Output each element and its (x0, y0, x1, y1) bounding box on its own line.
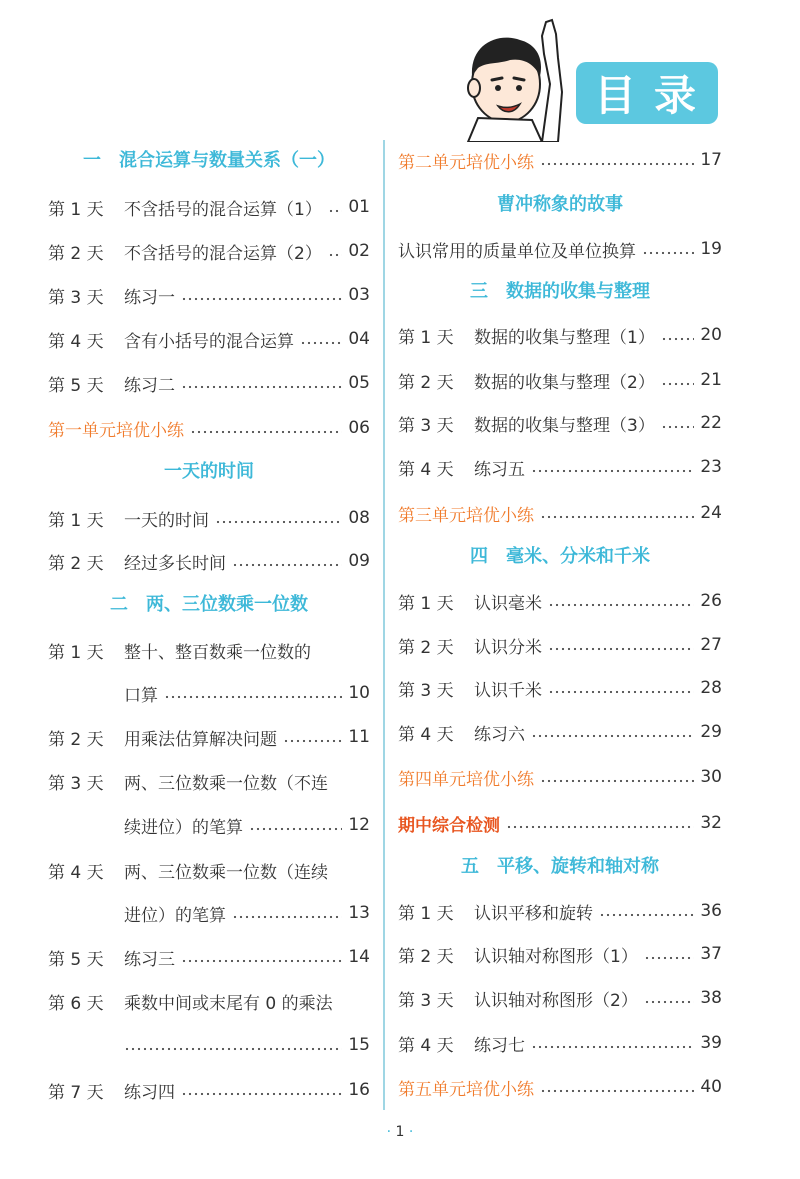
day-label: 第 2 天 (398, 372, 454, 393)
entry-title: 认识千米 (474, 680, 542, 701)
dot-leader (328, 236, 342, 266)
day-label: 第 3 天 (398, 990, 454, 1011)
day-label: 第 4 天 (398, 724, 454, 745)
toc-entry[interactable] (398, 939, 722, 969)
entry-title: 不含括号的混合运算（1） (124, 199, 322, 220)
entry-title: 练习一 (124, 287, 175, 308)
dot-leader (531, 717, 694, 747)
toc-entry[interactable] (48, 1075, 370, 1105)
toc-entry[interactable] (48, 503, 370, 533)
dot-leader (661, 320, 694, 350)
dot-leader (249, 810, 342, 840)
toc-entry[interactable] (398, 234, 722, 264)
footer-page-number: 1 (395, 1124, 405, 1140)
dot-leader (124, 1030, 342, 1060)
page-number: 11 (348, 727, 370, 747)
dot-leader (548, 673, 694, 703)
toc-entry[interactable] (398, 983, 722, 1013)
day-label: 第 1 天 (398, 903, 454, 924)
day-label: 第 2 天 (398, 946, 454, 967)
page-number: 38 (700, 988, 722, 1008)
dot-leader (548, 630, 694, 660)
day-label: 第 6 天 (48, 993, 104, 1014)
dot-leader (644, 939, 694, 969)
unit-review-entry[interactable] (48, 413, 370, 443)
page-number: 10 (348, 683, 370, 703)
page-number: 12 (348, 815, 370, 835)
day-label: 第 1 天 (48, 510, 104, 531)
toc-entry[interactable] (48, 635, 370, 665)
day-label: 第 5 天 (48, 375, 104, 396)
day-label: 第 3 天 (398, 680, 454, 701)
unit-review-entry[interactable] (398, 498, 722, 528)
dot-leader (661, 365, 694, 395)
entry-title: 认识常用的质量单位及单位换算 (398, 241, 636, 262)
page-number: 20 (700, 325, 722, 345)
column-divider (383, 140, 385, 1110)
toc-entry[interactable] (398, 673, 722, 703)
page-number: 05 (348, 373, 370, 393)
day-label: 第 4 天 (48, 862, 104, 883)
page-number: 39 (700, 1033, 722, 1053)
toc-entry[interactable] (398, 320, 722, 350)
page-number: 06 (348, 418, 370, 438)
section-title: 一天的时间 (164, 461, 254, 482)
unit-review-entry[interactable] (398, 145, 722, 175)
day-label: 第 4 天 (398, 459, 454, 480)
day-label: 第 3 天 (48, 287, 104, 308)
section-heading-3 (398, 276, 722, 308)
page-number: 29 (700, 722, 722, 742)
entry-title: 经过多长时间 (124, 553, 226, 574)
toc-entry[interactable] (48, 324, 370, 354)
footer-dot-right: · (408, 1124, 414, 1140)
day-label: 第 2 天 (48, 729, 104, 750)
page-number: 36 (700, 901, 722, 921)
dot-leader (661, 408, 694, 438)
dot-leader (642, 234, 694, 264)
boy-pointing-illustration (458, 14, 580, 142)
toc-entry[interactable] (398, 630, 722, 660)
dot-leader (531, 452, 694, 482)
dot-leader (300, 324, 342, 354)
dot-leader (283, 722, 342, 752)
toc-entry-continuation[interactable] (48, 810, 370, 840)
day-label: 第 7 天 (48, 1082, 104, 1103)
section-heading-story (398, 189, 722, 221)
toc-entry[interactable] (48, 986, 370, 1016)
page-number: 24 (700, 503, 722, 523)
dot-leader (531, 1028, 694, 1058)
toc-entry[interactable] (398, 896, 722, 926)
dot-leader (232, 546, 342, 576)
page-number: 40 (700, 1077, 722, 1097)
entry-title: 整十、整百数乘一位数的 (124, 642, 311, 663)
entry-title: 第五单元培优小练 (398, 1079, 534, 1100)
toc-entry[interactable] (48, 236, 370, 266)
toc-entry-continuation[interactable] (48, 1030, 370, 1060)
entry-title-cont: 进位）的笔算 (124, 905, 226, 926)
entry-title: 认识毫米 (474, 593, 542, 614)
toc-entry[interactable] (48, 192, 370, 222)
dot-leader (328, 192, 342, 222)
toc-entry[interactable] (398, 408, 722, 438)
day-label: 第 2 天 (48, 553, 104, 574)
dot-leader (548, 586, 694, 616)
entry-title: 练习二 (124, 375, 175, 396)
section-heading-2 (48, 589, 370, 621)
toc-title-badge (576, 62, 718, 124)
page-number: 32 (700, 813, 722, 833)
dot-leader (215, 503, 342, 533)
page-number: 17 (700, 150, 722, 170)
day-label: 第 3 天 (398, 415, 454, 436)
section-number: 五 (461, 856, 479, 877)
day-label: 第 2 天 (398, 637, 454, 658)
dot-leader (181, 942, 342, 972)
section-title: 混合运算与数量关系（一） (119, 150, 335, 171)
entry-title: 练习六 (474, 724, 525, 745)
page-number: 04 (348, 329, 370, 349)
page-footer (360, 1124, 440, 1140)
toc-entry[interactable] (48, 855, 370, 885)
page-number: 03 (348, 285, 370, 305)
page-number: 16 (348, 1080, 370, 1100)
section-heading-time (48, 456, 370, 488)
entry-title-cont: 口算 (124, 685, 158, 706)
entry-title: 认识轴对称图形（1） (474, 946, 638, 967)
entry-title: 一天的时间 (124, 510, 209, 531)
entry-title: 第三单元培优小练 (398, 505, 534, 526)
unit-review-entry[interactable] (398, 1072, 722, 1102)
day-label: 第 1 天 (398, 327, 454, 348)
dot-leader (540, 145, 694, 175)
section-heading-1 (48, 145, 370, 177)
toc-entry-continuation[interactable] (48, 678, 370, 708)
midterm-test-entry[interactable] (398, 808, 722, 838)
entry-title: 两、三位数乘一位数（连续 (124, 862, 328, 883)
entry-title: 数据的收集与整理（1） (474, 327, 655, 348)
dot-leader (232, 898, 342, 928)
entry-title: 不含括号的混合运算（2） (124, 243, 322, 264)
toc-entry[interactable] (398, 586, 722, 616)
day-label: 第 1 天 (48, 199, 104, 220)
day-label: 第 1 天 (398, 593, 454, 614)
page-number: 28 (700, 678, 722, 698)
entry-title: 两、三位数乘一位数（不连 (124, 773, 328, 794)
section-title: 数据的收集与整理 (506, 281, 650, 302)
page-number: 02 (348, 241, 370, 261)
entry-title: 用乘法估算解决问题 (124, 729, 277, 750)
page-number: 22 (700, 413, 722, 433)
section-number: 二 (110, 594, 128, 615)
section-title: 两、三位数乘一位数 (146, 594, 308, 615)
toc-entry[interactable] (48, 766, 370, 796)
page-number: 13 (348, 903, 370, 923)
page-number: 14 (348, 947, 370, 967)
toc-entry[interactable] (398, 1028, 722, 1058)
section-title: 平移、旋转和轴对称 (497, 856, 659, 877)
entry-title: 认识分米 (474, 637, 542, 658)
unit-review-entry[interactable] (398, 762, 722, 792)
toc-entry[interactable] (48, 942, 370, 972)
entry-title: 认识平移和旋转 (474, 903, 593, 924)
day-label: 第 4 天 (48, 331, 104, 352)
entry-title: 认识轴对称图形（2） (474, 990, 638, 1011)
day-label: 第 3 天 (48, 773, 104, 794)
entry-title: 第四单元培优小练 (398, 769, 534, 790)
toc-title: 目录 (593, 71, 714, 120)
toc-entry[interactable] (398, 717, 722, 747)
entry-title: 期中综合检测 (398, 815, 500, 836)
dot-leader (181, 280, 342, 310)
toc-entry[interactable] (398, 365, 722, 395)
entry-title-cont: 续进位）的笔算 (124, 817, 243, 838)
dot-leader (644, 983, 694, 1013)
page-number: 30 (700, 767, 722, 787)
page-number: 19 (700, 239, 722, 259)
entry-title: 数据的收集与整理（2） (474, 372, 655, 393)
section-heading-4 (398, 541, 722, 573)
toc-entry[interactable] (48, 546, 370, 576)
page-number: 09 (348, 551, 370, 571)
entry-title: 练习七 (474, 1035, 525, 1056)
entry-title: 练习四 (124, 1082, 175, 1103)
day-label: 第 1 天 (48, 642, 104, 663)
entry-title: 练习五 (474, 459, 525, 480)
dot-leader (540, 1072, 694, 1102)
dot-leader (540, 498, 694, 528)
day-label: 第 4 天 (398, 1035, 454, 1056)
page-number: 21 (700, 370, 722, 390)
dot-leader (540, 762, 694, 792)
toc-entry[interactable] (48, 368, 370, 398)
dot-leader (506, 808, 694, 838)
toc-entry-continuation[interactable] (48, 898, 370, 928)
page-number: 27 (700, 635, 722, 655)
entry-title: 含有小括号的混合运算 (124, 331, 294, 352)
section-number: 一 (83, 150, 101, 171)
entry-title: 乘数中间或末尾有 0 的乘法 (124, 993, 333, 1014)
toc-entry[interactable] (48, 722, 370, 752)
dot-leader (181, 1075, 342, 1105)
page-number: 08 (348, 508, 370, 528)
entry-title: 第一单元培优小练 (48, 420, 184, 441)
entry-title: 第二单元培优小练 (398, 152, 534, 173)
page-number: 01 (348, 197, 370, 217)
section-number: 三 (470, 281, 488, 302)
dot-leader (599, 896, 694, 926)
footer-dot-left: · (386, 1124, 392, 1140)
section-number: 四 (470, 546, 488, 567)
day-label: 第 2 天 (48, 243, 104, 264)
section-heading-5 (398, 851, 722, 883)
dot-leader (164, 678, 342, 708)
page-number: 23 (700, 457, 722, 477)
page-number: 15 (348, 1035, 370, 1055)
section-title: 曹冲称象的故事 (497, 194, 623, 215)
entry-title: 练习三 (124, 949, 175, 970)
toc-entry[interactable] (398, 452, 722, 482)
toc-entry[interactable] (48, 280, 370, 310)
entry-title: 数据的收集与整理（3） (474, 415, 655, 436)
dot-leader (181, 368, 342, 398)
section-title: 毫米、分米和千米 (506, 546, 650, 567)
dot-leader (190, 413, 342, 443)
day-label: 第 5 天 (48, 949, 104, 970)
page-number: 37 (700, 944, 722, 964)
page-number: 26 (700, 591, 722, 611)
